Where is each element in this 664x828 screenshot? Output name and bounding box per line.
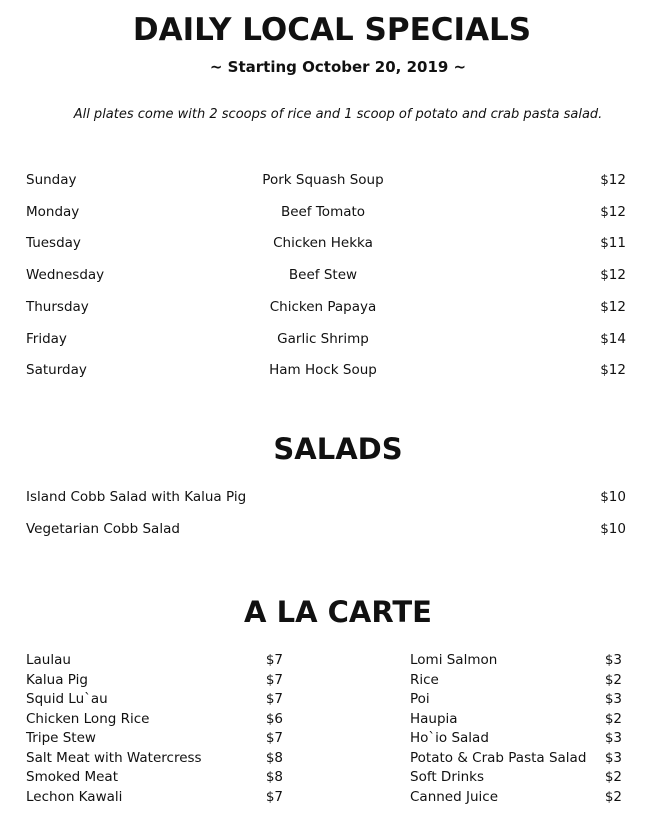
- plate-note: All plates come with 2 scoops of rice and 1 scoop of potato and crab pasta salad.: [73, 107, 603, 122]
- carte-item: [26, 730, 283, 748]
- special-day: Monday: [26, 204, 80, 220]
- carte-item: [26, 711, 283, 729]
- carte-item: [410, 652, 622, 670]
- special-price: $12: [600, 267, 626, 283]
- salad-price: $10: [600, 521, 626, 537]
- carte-item-name: Canned Juice: [410, 789, 498, 805]
- special-dish: Garlic Shrimp: [277, 331, 369, 347]
- carte-item-name: Poi: [410, 691, 430, 707]
- carte-item-name: Laulau: [26, 652, 71, 668]
- special-dish: Chicken Hekka: [273, 235, 373, 251]
- carte-item-name: Haupia: [410, 711, 458, 727]
- carte-item-name: Squid Lu`au: [26, 691, 108, 707]
- special-price: $14: [600, 331, 626, 347]
- special-day: Sunday: [26, 172, 77, 188]
- salad-price: $10: [600, 489, 626, 505]
- special-day: Tuesday: [26, 235, 81, 251]
- carte-item-name: Ho`io Salad: [410, 730, 489, 746]
- carte-item-name: Lomi Salmon: [410, 652, 498, 668]
- carte-item: [410, 730, 622, 748]
- carte-item: [26, 789, 283, 807]
- carte-item-price: $3: [604, 730, 622, 746]
- start-date-subtitle: ~ Starting October 20, 2019 ~: [209, 58, 467, 76]
- carte-item-price: $7: [265, 730, 283, 746]
- special-price: $12: [600, 299, 626, 315]
- carte-item: [410, 672, 622, 690]
- carte-item: [410, 750, 622, 768]
- special-price: $12: [600, 362, 626, 378]
- page-title: DAILY LOCAL SPECIALS: [132, 12, 532, 48]
- carte-item: [26, 652, 283, 670]
- special-day: Friday: [26, 331, 67, 347]
- carte-item-price: $2: [604, 672, 622, 688]
- special-dish: Pork Squash Soup: [262, 172, 384, 188]
- salad-name: Vegetarian Cobb Salad: [26, 521, 180, 537]
- carte-item-name: Salt Meat with Watercress: [26, 750, 202, 766]
- special-dish: Chicken Papaya: [269, 299, 377, 315]
- daily-special-row: [26, 299, 626, 319]
- daily-special-row: [26, 331, 626, 351]
- special-dish: Beef Stew: [288, 267, 358, 283]
- special-day: Saturday: [26, 362, 87, 378]
- special-price: $12: [600, 204, 626, 220]
- carte-item: [410, 769, 622, 787]
- daily-special-row: [26, 204, 626, 224]
- daily-special-row: [26, 235, 626, 255]
- carte-item: [26, 750, 283, 768]
- carte-item-price: $8: [265, 750, 283, 766]
- special-day: Thursday: [26, 299, 89, 315]
- carte-item: [26, 769, 283, 787]
- special-price: $11: [600, 235, 626, 251]
- carte-item-name: Lechon Kawali: [26, 789, 123, 805]
- salad-name: Island Cobb Salad with Kalua Pig: [26, 489, 247, 505]
- salad-row: [26, 521, 626, 541]
- carte-item-price: $7: [265, 652, 283, 668]
- carte-item-price: $7: [265, 789, 283, 805]
- carte-item: [410, 711, 622, 729]
- carte-item-name: Tripe Stew: [26, 730, 96, 746]
- carte-item: [410, 691, 622, 709]
- carte-item-price: $7: [265, 691, 283, 707]
- carte-item-price: $3: [604, 652, 622, 668]
- salad-row: [26, 489, 626, 509]
- carte-item-price: $6: [265, 711, 283, 727]
- salads-heading: SALADS: [273, 432, 403, 466]
- carte-item: [26, 691, 283, 709]
- special-day: Wednesday: [26, 267, 105, 283]
- carte-item-name: Rice: [410, 672, 439, 688]
- carte-item-price: $3: [604, 691, 622, 707]
- carte-item: [26, 672, 283, 690]
- carte-item-price: $7: [265, 672, 283, 688]
- carte-item-name: Chicken Long Rice: [26, 711, 150, 727]
- daily-special-row: [26, 172, 626, 192]
- carte-item-price: $2: [604, 769, 622, 785]
- carte-item: [410, 789, 622, 807]
- carte-item-name: Smoked Meat: [26, 769, 119, 785]
- carte-item-price: $3: [604, 750, 622, 766]
- carte-item-price: $2: [604, 711, 622, 727]
- carte-item-name: Soft Drinks: [410, 769, 485, 785]
- special-dish: Ham Hock Soup: [269, 362, 377, 378]
- daily-special-row: [26, 267, 626, 287]
- special-price: $12: [600, 172, 626, 188]
- daily-special-row: [26, 362, 626, 382]
- a-la-carte-heading: A LA CARTE: [244, 595, 432, 629]
- carte-item-price: $2: [604, 789, 622, 805]
- carte-item-name: Potato & Crab Pasta Salad: [410, 750, 587, 766]
- special-dish: Beef Tomato: [280, 204, 366, 220]
- carte-item-price: $8: [265, 769, 283, 785]
- carte-item-name: Kalua Pig: [26, 672, 88, 688]
